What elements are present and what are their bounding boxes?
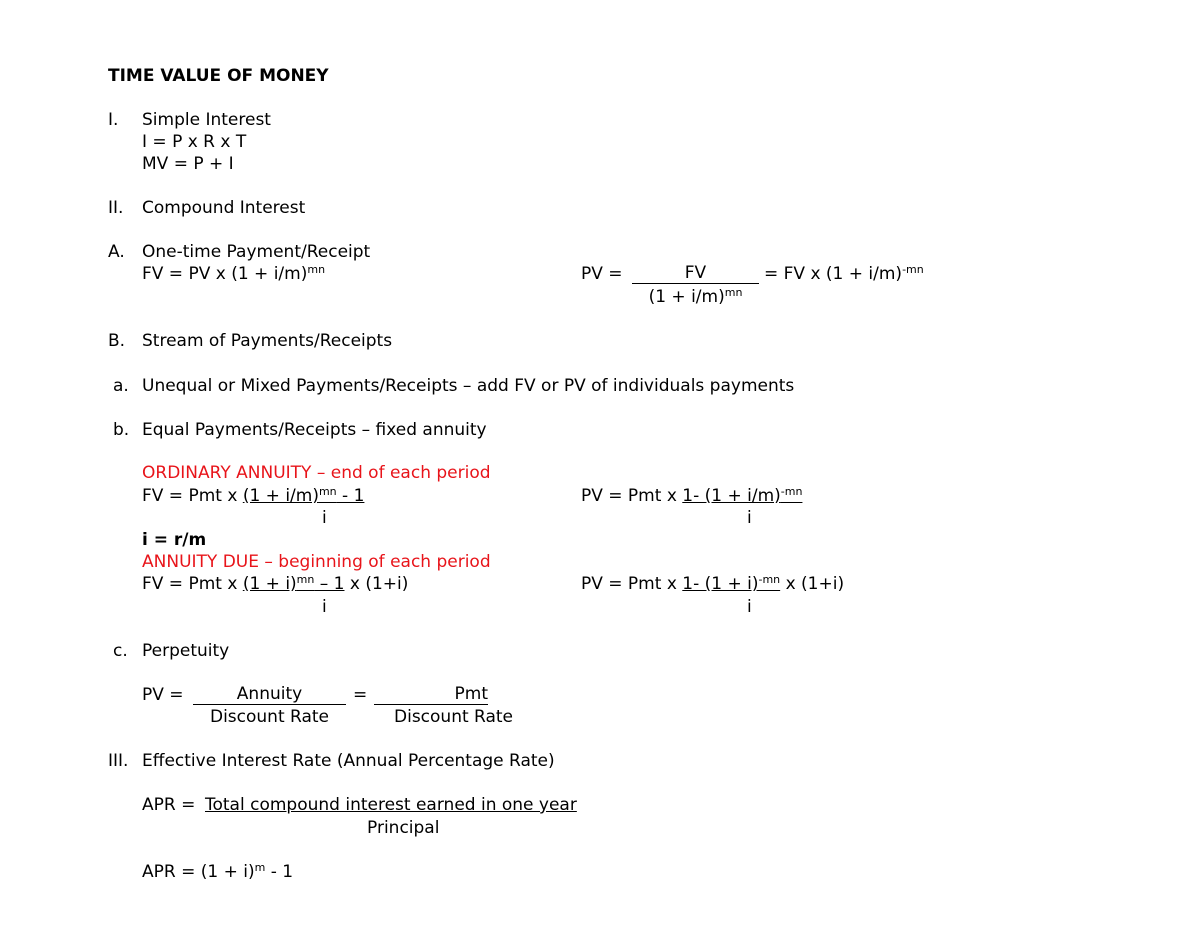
- fraction-numerator: $(1 + i/m)^{mn} - 1$: [242, 485, 365, 506]
- fraction-denominator: i: [747, 597, 752, 617]
- section-heading: One-time Payment/Receipt: [142, 242, 371, 262]
- formula: FV = Pmt x $(1 + i)^{mn} - 1$ x (1+i): [142, 573, 409, 594]
- subsection-number: c.: [113, 641, 128, 661]
- fraction-numerator: 1- $(1 + i)^{-mn}$: [682, 573, 781, 594]
- subsection-number: a.: [113, 376, 129, 396]
- page-title: TIME VALUE OF MONEY: [108, 66, 329, 86]
- fraction-numerator: $(1 + i)^{mn} - 1$: [242, 573, 345, 594]
- section-number: B.: [108, 331, 126, 351]
- formula: FV = Pmt x $(1 + i/m)^{mn} - 1$: [142, 485, 365, 506]
- annuity-due-heading: ANNUITY DUE – beginning of each period: [142, 552, 491, 572]
- subsection-text: Perpetuity: [142, 641, 230, 661]
- subsection-number: b.: [113, 420, 130, 440]
- fraction-numerator: Pmt: [374, 684, 488, 705]
- fraction-numerator: Annuity: [193, 684, 346, 705]
- section-number: III.: [108, 751, 129, 771]
- fraction-denominator: Discount Rate: [394, 707, 514, 727]
- formula: FV = PV x $(1 + i/m)^{mn}$: [142, 263, 326, 284]
- formula: MV = P + I: [142, 154, 234, 174]
- section-number: A.: [108, 242, 125, 262]
- formula-label: APR =: [142, 795, 196, 815]
- fraction-denominator: $(1 + i/m)^{mn}$: [648, 286, 743, 307]
- fraction-denominator: Principal: [367, 818, 440, 838]
- section-number: I.: [108, 110, 119, 130]
- section-number: II.: [108, 198, 124, 218]
- formula: = FV x $(1 + i/m)^{-mn}$: [764, 263, 924, 284]
- section-heading: Effective Interest Rate (Annual Percentage Rate): [142, 751, 555, 771]
- formula-label: PV =: [581, 264, 623, 284]
- fraction-denominator: i: [322, 597, 327, 617]
- section-heading: Stream of Payments/Receipts: [142, 331, 393, 351]
- section-heading: Simple Interest: [142, 110, 271, 130]
- fraction-denominator: i: [322, 508, 327, 528]
- formula: APR = $(1 + i)^m - 1$: [142, 861, 294, 882]
- formula-label: PV =: [142, 685, 184, 705]
- formula: I = P x R x T: [142, 132, 247, 152]
- fraction-numerator: FV: [632, 263, 759, 284]
- rate-formula: i = r/m: [142, 530, 207, 550]
- subsection-text: Unequal or Mixed Payments/Receipts – add FV or PV of individuals payments: [142, 376, 795, 396]
- subsection-text: Equal Payments/Receipts – fixed annuity: [142, 420, 487, 440]
- fraction-numerator: Total compound interest earned in one year: [205, 795, 577, 815]
- fraction-denominator: Discount Rate: [209, 707, 330, 727]
- fraction-denominator: i: [747, 508, 752, 528]
- fraction-numerator: 1- $(1 + i/m)^{-mn}$: [682, 485, 803, 506]
- formula: PV = Pmt x 1- $(1 + i)^{-mn}$ x (1+i): [581, 573, 845, 594]
- equals-sign: =: [353, 685, 368, 705]
- ordinary-annuity-heading: ORDINARY ANNUITY – end of each period: [142, 463, 491, 483]
- section-heading: Compound Interest: [142, 198, 306, 218]
- formula: PV = Pmt x 1- $(1 + i/m)^{-mn}$: [581, 485, 803, 506]
